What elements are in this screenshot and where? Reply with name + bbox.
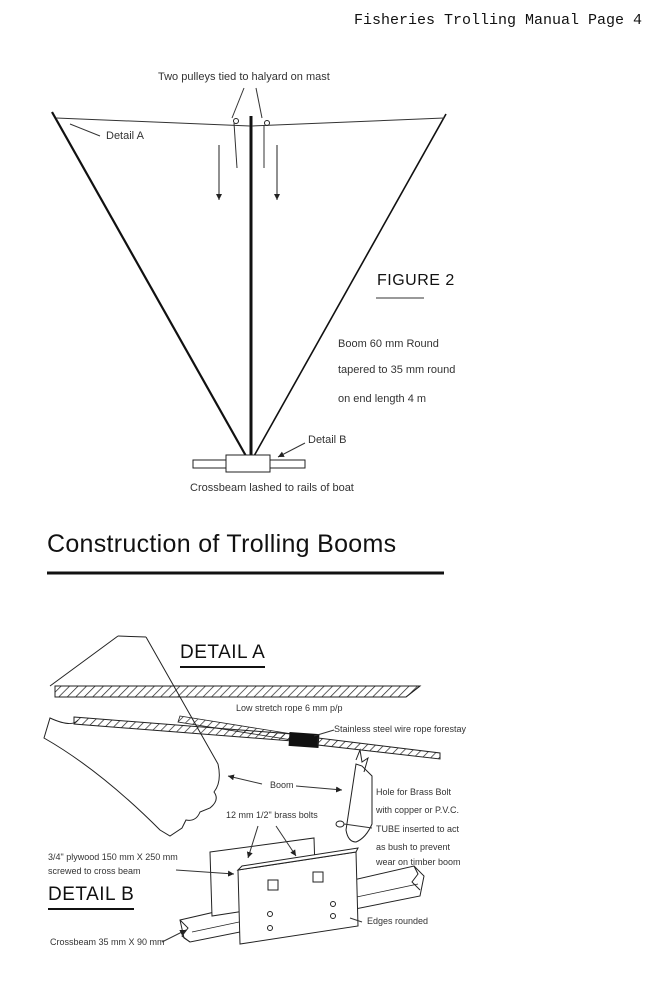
hole-line2: with copper or P.V.C. xyxy=(376,805,460,815)
detail-b-label: Detail B xyxy=(308,434,347,446)
detail-b-title: DETAIL B xyxy=(48,884,134,910)
boom-spec-line3: on end length 4 m xyxy=(338,393,427,405)
crossbeam-label: Crossbeam lashed to rails of boat xyxy=(190,482,354,494)
figure-caption: FIGURE 2 xyxy=(377,272,455,289)
hole-line3: TUBE inserted to act xyxy=(376,824,460,834)
boom-label: Boom xyxy=(270,780,294,790)
forestay-label: Stainless steel wire rope forestay xyxy=(334,724,467,734)
hole-line1: Hole for Brass Bolt xyxy=(376,787,452,797)
hole-line4: as bush to prevent xyxy=(376,842,451,852)
rope-label: Low stretch rope 6 mm p/p xyxy=(236,703,343,713)
detail-a-title: DETAIL A xyxy=(180,642,265,668)
crossbeam-size-label: Crossbeam 35 mm X 90 mm xyxy=(50,937,165,947)
detail-a-label: Detail A xyxy=(106,130,144,142)
rope-sleeve xyxy=(289,732,320,748)
boom-spec-line1: Boom 60 mm Round xyxy=(338,338,439,350)
boom-spec-line2: tapered to 35 mm round xyxy=(338,364,456,376)
edges-label: Edges rounded xyxy=(367,916,429,926)
plywood-line2: screwed to cross beam xyxy=(48,866,141,876)
pulley-left xyxy=(234,119,239,124)
bolt-hole xyxy=(336,821,344,827)
left-boom xyxy=(52,112,246,456)
page-header: Fisheries Trolling Manual Page 4 xyxy=(353,12,642,29)
plywood-line1: 3/4" plywood 150 mm X 250 mm xyxy=(48,852,178,862)
pulleys-label: Two pulleys tied to halyard on mast xyxy=(158,71,330,83)
bolts-label: 12 mm 1/2" brass bolts xyxy=(226,810,318,820)
hole-line5: wear on timber boom xyxy=(376,857,461,867)
pulley-right xyxy=(265,121,270,126)
section-title: Construction of Trolling Booms xyxy=(47,530,397,558)
